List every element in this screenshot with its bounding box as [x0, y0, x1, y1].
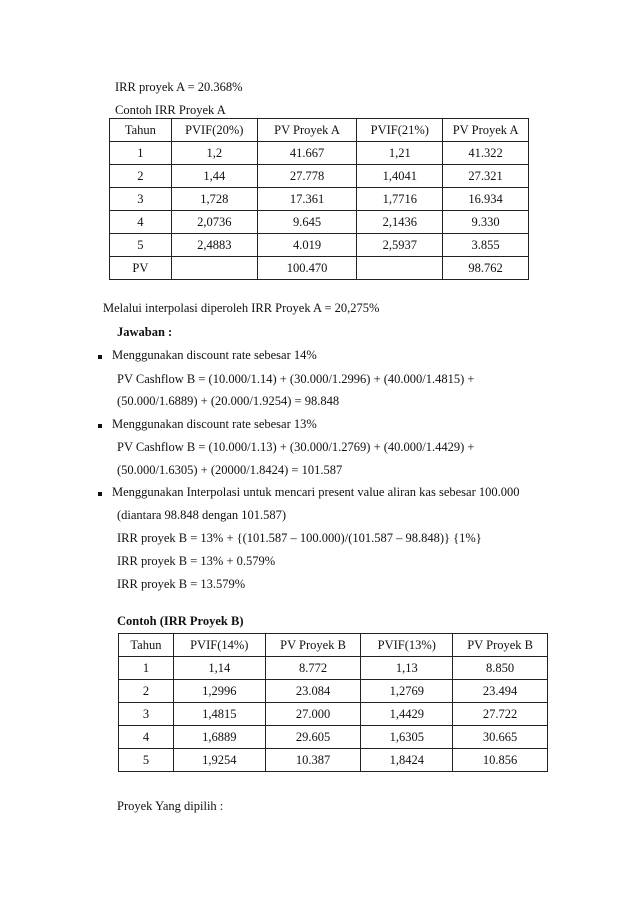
table-cell: 4: [119, 726, 174, 749]
table-cell: [171, 257, 257, 280]
table-cell: 1,4041: [357, 165, 443, 188]
table-cell: 2,1436: [357, 211, 443, 234]
pv-cashflow-13-line1: PV Cashflow B = (10.000/1.13) + (30.000/1.2769) + (40.000/1.4429) +: [117, 440, 475, 454]
table-cell: 4: [110, 211, 172, 234]
table-cell: 98.762: [443, 257, 529, 280]
table-b-header: Tahun: [119, 634, 174, 657]
table-row: [110, 211, 529, 234]
table-cell: 10.856: [453, 749, 548, 772]
table-row: [119, 657, 548, 680]
table-cell: 1,13: [361, 657, 453, 680]
table-cell: 29.605: [265, 726, 361, 749]
table-cell: 5: [110, 234, 172, 257]
bullet-icon: [98, 424, 102, 428]
irr-b-formula-line: IRR proyek B = 13% + {(101.587 – 100.000)/(101.587 – 98.848)} {1%}: [117, 531, 482, 545]
table-cell: 5: [119, 749, 174, 772]
bullet-item-discount-14: Menggunakan discount rate sebesar 14%: [112, 348, 317, 362]
table-b-header: PV Proyek B: [265, 634, 361, 657]
table-row: [110, 142, 529, 165]
table-cell: 27.000: [265, 703, 361, 726]
table-cell: PV: [110, 257, 172, 280]
interpolasi-a-line: Melalui interpolasi diperoleh IRR Proyek A = 20,275%: [103, 301, 380, 315]
table-cell: [357, 257, 443, 280]
table-b-header-row: [119, 634, 548, 657]
table-a-header-row: [110, 119, 529, 142]
table-row: [110, 165, 529, 188]
proyek-dipilih-line: Proyek Yang dipilih :: [117, 799, 224, 813]
table-row: [119, 703, 548, 726]
table-cell: 2,4883: [171, 234, 257, 257]
interpolasi-range-line: (diantara 98.848 dengan 101.587): [117, 508, 287, 522]
table-cell: 30.665: [453, 726, 548, 749]
table-cell: 1,2: [171, 142, 257, 165]
irr-b-result-line: IRR proyek B = 13.579%: [117, 577, 246, 591]
table-cell: 1,728: [171, 188, 257, 211]
table-proyek-b: [118, 633, 548, 772]
table-cell: 2: [119, 680, 174, 703]
table-cell: 8.850: [453, 657, 548, 680]
table-cell: 3.855: [443, 234, 529, 257]
pv-cashflow-14-line2: (50.000/1.6889) + (20.000/1.9254) = 98.848: [117, 394, 340, 408]
table-cell: 27.321: [443, 165, 529, 188]
table-a-header: PV Proyek A: [443, 119, 529, 142]
irr-proyek-a-line: IRR proyek A = 20.368%: [115, 80, 243, 94]
table-cell: 16.934: [443, 188, 529, 211]
table-cell: 1,44: [171, 165, 257, 188]
table-a-header: PVIF(21%): [357, 119, 443, 142]
table-cell: 1,4815: [173, 703, 265, 726]
table-cell: 17.361: [257, 188, 357, 211]
table-a-header: PVIF(20%): [171, 119, 257, 142]
table-cell: 1,9254: [173, 749, 265, 772]
table-row: [110, 234, 529, 257]
table-row: [119, 726, 548, 749]
table-b-header: PVIF(14%): [173, 634, 265, 657]
table-row: [119, 749, 548, 772]
table-cell: 23.494: [453, 680, 548, 703]
table-cell: 41.667: [257, 142, 357, 165]
table-cell: 3: [119, 703, 174, 726]
irr-b-sum-line: IRR proyek B = 13% + 0.579%: [117, 554, 276, 568]
table-cell: 9.330: [443, 211, 529, 234]
table-cell: 1,14: [173, 657, 265, 680]
contoh-irr-b-caption: Contoh (IRR Proyek B): [117, 614, 244, 628]
table-cell: 1,6305: [361, 726, 453, 749]
pv-cashflow-13-line2: (50.000/1.6305) + (20000/1.8424) = 101.587: [117, 463, 343, 477]
table-cell: 100.470: [257, 257, 357, 280]
table-cell: 2: [110, 165, 172, 188]
bullet-item-interpolasi: Menggunakan Interpolasi untuk mencari present value aliran kas sebesar 100.000: [112, 485, 520, 499]
table-cell: 23.084: [265, 680, 361, 703]
table-row: [119, 680, 548, 703]
table-cell: 1,7716: [357, 188, 443, 211]
table-b-header: PV Proyek B: [453, 634, 548, 657]
table-cell: 1,2769: [361, 680, 453, 703]
table-proyek-a: [109, 118, 529, 280]
table-cell: 1,6889: [173, 726, 265, 749]
table-cell: 2,0736: [171, 211, 257, 234]
contoh-irr-a-caption: Contoh IRR Proyek A: [115, 103, 226, 117]
table-b-header: PVIF(13%): [361, 634, 453, 657]
table-row: [110, 188, 529, 211]
table-cell: 1,21: [357, 142, 443, 165]
table-cell: 3: [110, 188, 172, 211]
table-cell: 27.722: [453, 703, 548, 726]
table-cell: 1,8424: [361, 749, 453, 772]
bullet-icon: [98, 355, 102, 359]
table-cell: 41.322: [443, 142, 529, 165]
table-cell: 1: [110, 142, 172, 165]
table-total-row: [110, 257, 529, 280]
bullet-item-discount-13: Menggunakan discount rate sebesar 13%: [112, 417, 317, 431]
table-cell: 4.019: [257, 234, 357, 257]
table-cell: 10.387: [265, 749, 361, 772]
table-cell: 8.772: [265, 657, 361, 680]
table-a-header: Tahun: [110, 119, 172, 142]
table-cell: 1,2996: [173, 680, 265, 703]
table-cell: 2,5937: [357, 234, 443, 257]
table-a-header: PV Proyek A: [257, 119, 357, 142]
table-cell: 27.778: [257, 165, 357, 188]
jawaban-heading: Jawaban :: [117, 325, 173, 339]
table-cell: 1,4429: [361, 703, 453, 726]
table-cell: 1: [119, 657, 174, 680]
pv-cashflow-14-line1: PV Cashflow B = (10.000/1.14) + (30.000/1.2996) + (40.000/1.4815) +: [117, 372, 475, 386]
table-cell: 9.645: [257, 211, 357, 234]
bullet-icon: [98, 492, 102, 496]
